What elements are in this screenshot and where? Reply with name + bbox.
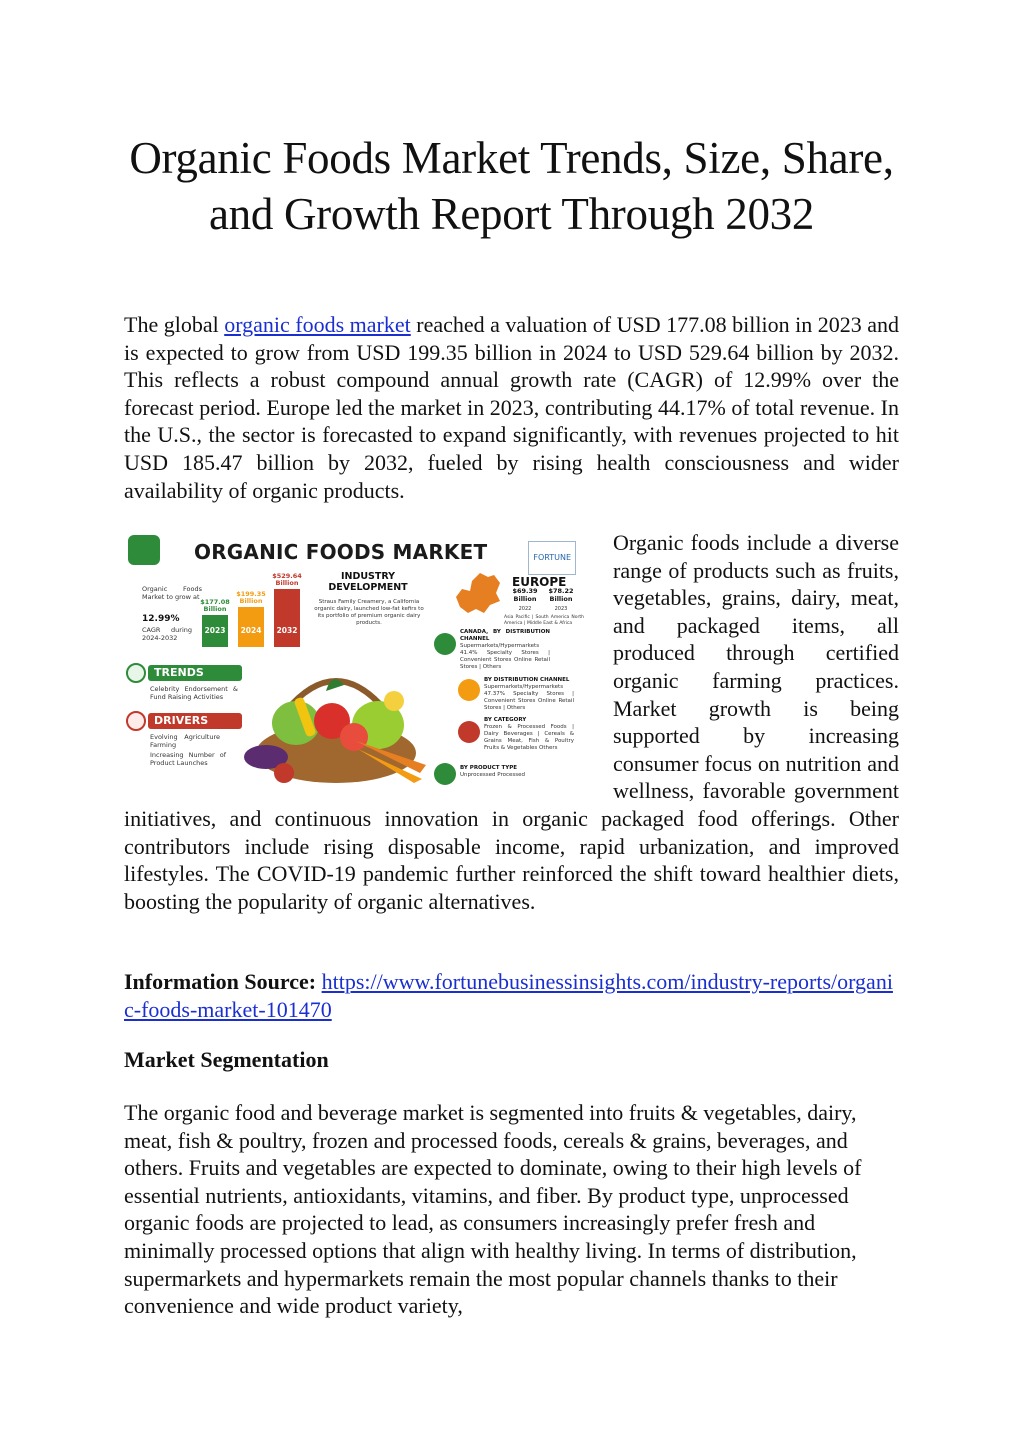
drivers-text-1: Evolving Agriculture Farming (150, 733, 220, 749)
segment-product-type (460, 765, 550, 779)
infographic-header (128, 531, 594, 571)
intro-text-after: reached a valuation of USD 177.08 billion in 2023 and is expected to grow from USD 199.35 billion in 2024 to USD 529.64 billion by 2032. This reflects a robust compound annual growth rate (CAGR) of 12.99% over the forecast period. Europe led the market in 2023, contributing 44.17% of total revenue. In the U.S., the sector is forecasted to expand significantly, with revenues projected to hit USD 185.47 billion by 2032, fueled by rising health consciousness and wider availability of organic products. (124, 312, 899, 503)
segmentation-paragraph: The organic food and beverage market is segmented into fruits & vegetables, dairy, meat, fish & poultry, frozen and processed foods, cereals & grains, beverages, and others. Fruits and vegetables are expected to dominate, owing to their high levels of essential nutrients, antioxidants, vitamins, and fiber. By product type, unprocessed organic foods are projected to lead, as consumers increasingly prefer fresh and minimally processed options that align with healthy living. In terms of distribution, supermarkets and hypermarkets remain the most popular channels thanks to their convenience and wide product variety, (124, 1100, 862, 1319)
trends-icon (126, 663, 146, 683)
growth-bar-chart (200, 573, 310, 647)
bar-label: $199.35 Billion (236, 590, 266, 605)
brand-logo: FORTUNE (528, 541, 576, 575)
page-title: Organic Foods Market Trends, Size, Share, and Growth Report Through 2032 (129, 133, 894, 239)
basket-logo-icon (128, 535, 160, 565)
europe-year-2023: 2023 (554, 606, 568, 612)
bar-2023 (202, 615, 228, 647)
trends-pill: TRENDS (148, 665, 242, 681)
drivers-icon (126, 711, 146, 731)
bar-label: $177.08 Billion (200, 598, 230, 613)
segment-title: BY CATEGORY (484, 717, 527, 723)
segment-category (484, 717, 574, 752)
vegetable-basket-image (236, 641, 436, 787)
europe-label: EUROPE (512, 575, 567, 589)
segment-icon (458, 721, 480, 743)
information-source (124, 968, 899, 1023)
infographic-title: ORGANIC FOODS MARKET (194, 540, 488, 564)
europe-regions-note: Asia Pacific | South America North America | Middle East & Africa (504, 615, 584, 626)
segment-text: Supermarkets/Hypermarkets 41.4% Specialty Stores | Convenient Stores Online Retail Stores | Others (460, 643, 550, 670)
industry-text: Straus Family Creamery, a California organic dairy, launched low-fat kefirs to its portfolio of premium organic dairy products. (314, 599, 424, 626)
segment-title: CANADA, BY DISTRIBUTION CHANNEL (460, 629, 550, 642)
segment-icon (434, 763, 456, 785)
second-paragraph-text: Organic foods include a diverse range of products such as fruits, vegetables, grains, dairy, meat, and packaged items, all produced through certified organic farming practices. Market growth is being supported by increasing consumer focus on nutrition and wellness, favorable government initiatives, and continuous innovation in organic packaged food offerings. Other contributors include rising disposable income, rapid urbanization, and improved lifestyles. The COVID-19 pandemic further reinforced the shift toward healthier diets, boosting the popularity of organic alternatives. (124, 530, 899, 914)
intro-paragraph (124, 311, 899, 504)
market-infographic (124, 529, 595, 787)
organic-foods-market-link[interactable]: organic foods market (224, 312, 411, 337)
segment-distribution (484, 677, 574, 712)
drivers-text-2: Increasing Number of Product Launches (150, 751, 226, 767)
segment-title: BY DISTRIBUTION CHANNEL (484, 677, 570, 683)
segment-icon (434, 633, 456, 655)
intro-text-before: The global (124, 312, 225, 337)
bar-year: 2032 (276, 626, 298, 636)
growth-note: Organic Foods Market to grow at (142, 585, 202, 601)
segment-canada (460, 629, 550, 671)
bar-2032 (274, 589, 300, 647)
source-url-link[interactable]: https://www.fortunebusinessinsights.com/industry-reports/organic-foods-market-101470 (124, 969, 893, 1022)
trends-text: Celebrity Endorsement & Fund Raising Activities (150, 685, 238, 701)
cagr-note: CAGR during 2024-2032 (142, 626, 192, 642)
segment-text: Supermarkets/Hypermarkets 47.37% Specialty Stores | Convenient Stores Online Retail Stores | Others (484, 684, 574, 711)
bar-year: 2023 (204, 626, 226, 636)
segment-title: BY PRODUCT TYPE (460, 765, 517, 771)
source-label: Information Source: (124, 969, 317, 994)
industry-title: INDUSTRY DEVELOPMENT (328, 571, 408, 593)
cagr-value: 12.99% (142, 614, 180, 624)
europe-year-2022: 2022 (518, 606, 532, 612)
segment-text: Unprocessed Processed (460, 772, 526, 778)
drivers-pill: DRIVERS (148, 713, 242, 729)
segment-icon (458, 679, 480, 701)
europe-value-2022: $69.39 Billion (512, 587, 538, 603)
second-paragraph (124, 529, 899, 915)
bar-year: 2024 (240, 626, 262, 636)
europe-value-2023: $78.22 Billion (548, 587, 574, 603)
bar-label: $529.64 Billion (272, 572, 302, 587)
segment-text: Frozen & Processed Foods | Dairy Beverages | Cereals & Grains Meat, Fish & Poultry Fruits & Vegetables Others (484, 724, 574, 751)
segmentation-heading: Market Segmentation (124, 1047, 329, 1072)
europe-map-icon (450, 567, 506, 617)
